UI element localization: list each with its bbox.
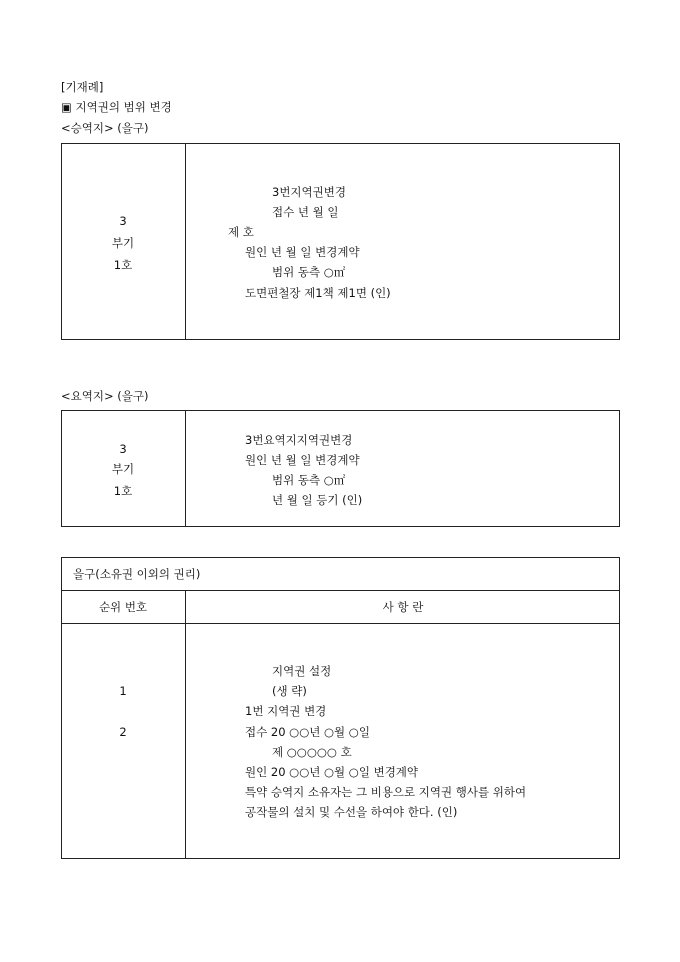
dominant-rank-number: 3 [119,442,127,456]
servient-line: 3번지역권변경 [272,185,346,199]
register-col-matters: 사 항 란 [382,600,424,614]
servient-rank-sub2: 1호 [113,258,133,272]
dominant-rank-sub2: 1호 [113,484,133,498]
servient-line: 범위 동측 ○㎡ [272,265,346,279]
servient-line: 접수 년 월 일 [272,205,339,219]
dominant-line: 3번요역지지역권변경 [245,433,353,447]
register-col-rank: 순위 번호 [98,600,148,614]
register-title-divider [61,590,620,591]
register-line: 원인 20 ○○년 ○월 ○일 변경계약 [245,765,419,779]
servient-caption: <승역지> (을구) [61,121,149,135]
page-title: ▣ 지역권의 범위 변경 [61,100,172,114]
servient-line: 도면편철장 제1책 제1면 (인) [245,286,391,300]
dominant-line: 범위 동측 ○㎡ [272,473,346,487]
register-column-divider [185,590,186,859]
servient-line: 제 호 [228,225,254,239]
dominant-line: 년 월 일 등기 (인) [272,493,363,507]
register-line: 접수 20 ○○년 ○월 ○일 [245,725,370,739]
dominant-divider [185,410,186,527]
register-title: 을구(소유권 이외의 권리) [73,567,201,581]
servient-line: 원인 년 월 일 변경계약 [245,245,360,259]
register-line: (생 략) [272,684,307,698]
section-label: [기재례] [61,80,104,94]
register-rank-2: 2 [119,725,127,739]
register-line: 1번 지역권 변경 [245,704,327,718]
dominant-line: 원인 년 월 일 변경계약 [245,453,360,467]
register-line: 특약 승역지 소유자는 그 비용으로 지역권 행사를 위하여 [245,785,527,799]
register-line: 지역권 설정 [272,664,332,678]
register-line: 제 ○○○○○ 호 [272,745,352,759]
dominant-caption: <요역지> (을구) [61,389,149,403]
servient-rank-sub1: 부기 [111,236,135,250]
servient-rank-number: 3 [119,214,127,228]
dominant-rank-sub1: 부기 [111,462,135,476]
register-header-divider [61,623,620,624]
servient-divider [185,143,186,340]
register-line: 공작물의 설치 및 수선을 하여야 한다. (인) [245,805,458,819]
register-rank-1: 1 [119,684,127,698]
